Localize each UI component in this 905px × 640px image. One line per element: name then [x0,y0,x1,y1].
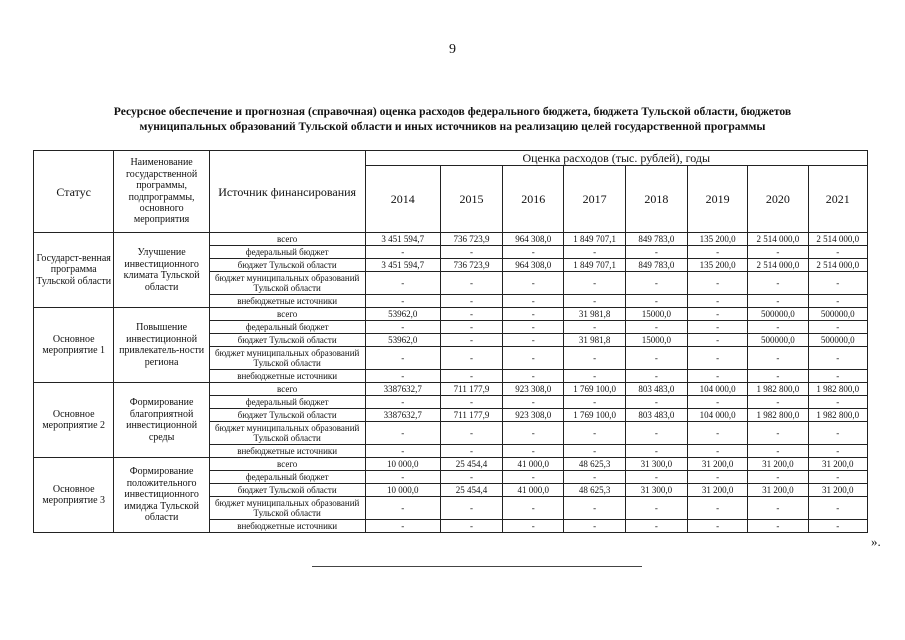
row-funding-source: бюджет муниципальных образований Тульской области [209,347,365,370]
row-funding-source: бюджет Тульской области [209,484,365,497]
row-value: - [625,445,687,458]
row-program-name: Формирование положительного инвестиционного имиджа Тульской области [114,458,209,533]
row-value: - [503,246,564,259]
row-value: - [440,422,502,445]
row-value: - [564,246,625,259]
row-value: - [503,308,564,321]
row-funding-source: бюджет муниципальных образований Тульской области [209,272,365,295]
row-value: 31 981,8 [564,308,625,321]
row-value: - [625,246,687,259]
row-value: 500000,0 [808,334,867,347]
row-value: 964 308,0 [503,259,564,272]
row-value: - [625,497,687,520]
row-value: 31 200,0 [808,484,867,497]
header-year: 2018 [625,166,687,233]
row-funding-source: бюджет Тульской области [209,259,365,272]
row-value: - [688,471,748,484]
row-value: - [365,321,440,334]
row-value: 1 849 707,1 [564,259,625,272]
row-value: - [748,246,808,259]
row-value: - [440,334,502,347]
row-value: - [688,370,748,383]
row-value: 31 200,0 [688,484,748,497]
row-funding-source: всего [209,458,365,471]
row-value: - [808,347,867,370]
row-value: - [625,396,687,409]
budget-table-body [34,233,868,533]
row-value: - [503,272,564,295]
row-value: 500000,0 [748,308,808,321]
document-title [40,104,865,134]
row-value: - [625,370,687,383]
row-status: Государст-венная программа Тульской области [34,233,114,308]
row-value: 31 300,0 [625,458,687,471]
row-value: - [688,497,748,520]
row-value: 104 000,0 [688,383,748,396]
row-value: 31 200,0 [688,458,748,471]
row-value: - [688,520,748,533]
row-funding-source: всего [209,383,365,396]
row-value: 31 200,0 [808,458,867,471]
row-value: - [564,471,625,484]
row-value: - [440,520,502,533]
row-value: 48 625,3 [564,484,625,497]
row-value: - [808,471,867,484]
row-funding-source: бюджет муниципальных образований Тульской области [209,422,365,445]
header-status: Статус [34,151,114,233]
row-value: 1 849 707,1 [564,233,625,246]
row-value: - [748,471,808,484]
row-value: 3 451 594,7 [365,233,440,246]
row-value: - [503,471,564,484]
row-value: - [440,445,502,458]
row-funding-source: федеральный бюджет [209,471,365,484]
row-value: 849 783,0 [625,259,687,272]
row-value: 104 000,0 [688,409,748,422]
header-year: 2021 [808,166,867,233]
row-value: 41 000,0 [503,458,564,471]
row-value: - [564,422,625,445]
row-value: - [440,308,502,321]
row-value: - [365,422,440,445]
row-value: - [365,272,440,295]
row-value: - [440,246,502,259]
row-program-name: Повышение инвестиционной привлекатель-ности региона [114,308,209,383]
row-value: - [564,497,625,520]
row-value: 1 769 100,0 [564,383,625,396]
row-value: - [365,246,440,259]
row-value: - [440,295,502,308]
row-value: - [625,272,687,295]
row-value: - [808,321,867,334]
row-value: 31 300,0 [625,484,687,497]
row-value: 1 982 800,0 [808,383,867,396]
row-value: 25 454,4 [440,484,502,497]
header-year: 2019 [688,166,748,233]
table-row [34,233,868,246]
row-funding-source: бюджет муниципальных образований Тульской области [209,497,365,520]
row-value: - [748,295,808,308]
row-value: 964 308,0 [503,233,564,246]
row-value: - [365,520,440,533]
row-value: 15000,0 [625,308,687,321]
row-value: - [748,321,808,334]
row-value: - [365,445,440,458]
row-value: - [564,370,625,383]
row-value: - [365,370,440,383]
row-program-name: Формирование благоприятной инвестиционной среды [114,383,209,458]
row-value: 711 177,9 [440,409,502,422]
row-value: - [688,308,748,321]
row-value: - [808,370,867,383]
row-value: - [365,347,440,370]
row-value: - [564,272,625,295]
row-funding-source: внебюджетные источники [209,520,365,533]
table-row [34,383,868,396]
row-value: 500000,0 [808,308,867,321]
closing-quote-mark: ». [871,534,881,549]
row-value: 31 981,8 [564,334,625,347]
row-funding-source: внебюджетные источники [209,370,365,383]
row-value: - [748,520,808,533]
row-value: - [440,347,502,370]
row-value: - [688,396,748,409]
row-value: - [808,520,867,533]
header-year: 2014 [365,166,440,233]
row-value: - [688,246,748,259]
row-value: 3387632,7 [365,383,440,396]
row-value: - [748,396,808,409]
row-funding-source: внебюджетные источники [209,445,365,458]
row-value: - [625,520,687,533]
row-value: - [564,295,625,308]
row-value: - [688,272,748,295]
header-name: Наименование государственной программы, подпрограммы, основного мероприятия [114,151,209,233]
budget-table [33,150,868,533]
row-value: 53962,0 [365,308,440,321]
row-funding-source: внебюджетные источники [209,295,365,308]
row-value: 48 625,3 [564,458,625,471]
row-value: - [688,422,748,445]
row-value: - [503,295,564,308]
row-value: - [688,347,748,370]
row-value: 500000,0 [748,334,808,347]
row-value: 849 783,0 [625,233,687,246]
row-value: - [365,471,440,484]
row-value: 15000,0 [625,334,687,347]
row-value: - [564,396,625,409]
row-value: - [625,347,687,370]
header-year: 2016 [503,166,564,233]
row-value: 1 982 800,0 [808,409,867,422]
row-value: 711 177,9 [440,383,502,396]
title-line-1: Ресурсное обеспечение и прогнозная (справочная) оценка расходов федерального бюджета, бюджета Тульской области, бюджетов [113,105,792,118]
row-value: - [748,445,808,458]
row-value: - [503,370,564,383]
row-value: 923 308,0 [503,409,564,422]
row-value: - [625,321,687,334]
row-value: - [748,370,808,383]
row-value: - [564,347,625,370]
row-value: - [688,321,748,334]
row-value: - [564,445,625,458]
row-value: - [808,272,867,295]
row-value: - [503,422,564,445]
row-value: 3387632,7 [365,409,440,422]
table-row [34,458,868,471]
row-value: 2 514 000,0 [748,259,808,272]
row-value: 135 200,0 [688,259,748,272]
row-value: 1 982 800,0 [748,409,808,422]
row-value: - [625,471,687,484]
row-value: - [440,396,502,409]
row-funding-source: всего [209,308,365,321]
row-value: 736 723,9 [440,259,502,272]
row-value: - [808,422,867,445]
row-value: - [808,445,867,458]
row-value: 10 000,0 [365,484,440,497]
row-value: - [688,295,748,308]
row-funding-source: федеральный бюджет [209,246,365,259]
row-value: - [365,396,440,409]
row-value: 135 200,0 [688,233,748,246]
row-value: - [808,396,867,409]
row-value: 41 000,0 [503,484,564,497]
row-status: Основное мероприятие 1 [34,308,114,383]
row-value: - [365,295,440,308]
header-year: 2017 [564,166,625,233]
row-value: - [564,520,625,533]
row-value: 1 982 800,0 [748,383,808,396]
row-value: - [688,334,748,347]
row-value: - [625,295,687,308]
row-value: - [440,471,502,484]
row-value: 10 000,0 [365,458,440,471]
row-value: 3 451 594,7 [365,259,440,272]
row-value: - [808,246,867,259]
row-value: - [625,422,687,445]
row-value: 2 514 000,0 [808,233,867,246]
title-line-2: муниципальных образований Тульской области и иных источников на реализацию целей государственной программы [139,120,766,133]
row-value: - [503,396,564,409]
row-value: - [808,295,867,308]
row-value: - [503,497,564,520]
row-value: - [808,497,867,520]
row-value: - [365,497,440,520]
row-value: - [440,321,502,334]
row-value: - [503,520,564,533]
row-value: - [688,445,748,458]
row-value: 31 200,0 [748,484,808,497]
footer-rule [312,566,642,567]
row-value: 31 200,0 [748,458,808,471]
header-estimate: Оценка расходов (тыс. рублей), годы [365,151,867,166]
row-program-name: Улучшение инвестиционного климата Тульской области [114,233,209,308]
row-value: - [503,334,564,347]
row-value: - [748,347,808,370]
row-funding-source: бюджет Тульской области [209,409,365,422]
row-value: - [440,370,502,383]
row-value: - [564,321,625,334]
row-value: 803 483,0 [625,409,687,422]
row-funding-source: бюджет Тульской области [209,334,365,347]
row-value: 923 308,0 [503,383,564,396]
row-value: - [748,497,808,520]
row-value: 25 454,4 [440,458,502,471]
row-funding-source: федеральный бюджет [209,321,365,334]
page-number: 9 [449,42,456,57]
row-value: 2 514 000,0 [748,233,808,246]
header-year: 2020 [748,166,808,233]
row-value: - [440,497,502,520]
row-value: - [503,347,564,370]
header-source: Источник финансирования [209,151,365,233]
row-status: Основное мероприятие 3 [34,458,114,533]
table-row [34,308,868,321]
row-value: 2 514 000,0 [808,259,867,272]
row-funding-source: всего [209,233,365,246]
row-status: Основное мероприятие 2 [34,383,114,458]
row-value: 803 483,0 [625,383,687,396]
row-value: - [440,272,502,295]
row-funding-source: федеральный бюджет [209,396,365,409]
row-value: 736 723,9 [440,233,502,246]
row-value: - [748,422,808,445]
row-value: - [503,321,564,334]
row-value: - [503,445,564,458]
row-value: 1 769 100,0 [564,409,625,422]
row-value: 53962,0 [365,334,440,347]
row-value: - [748,272,808,295]
header-year: 2015 [440,166,502,233]
